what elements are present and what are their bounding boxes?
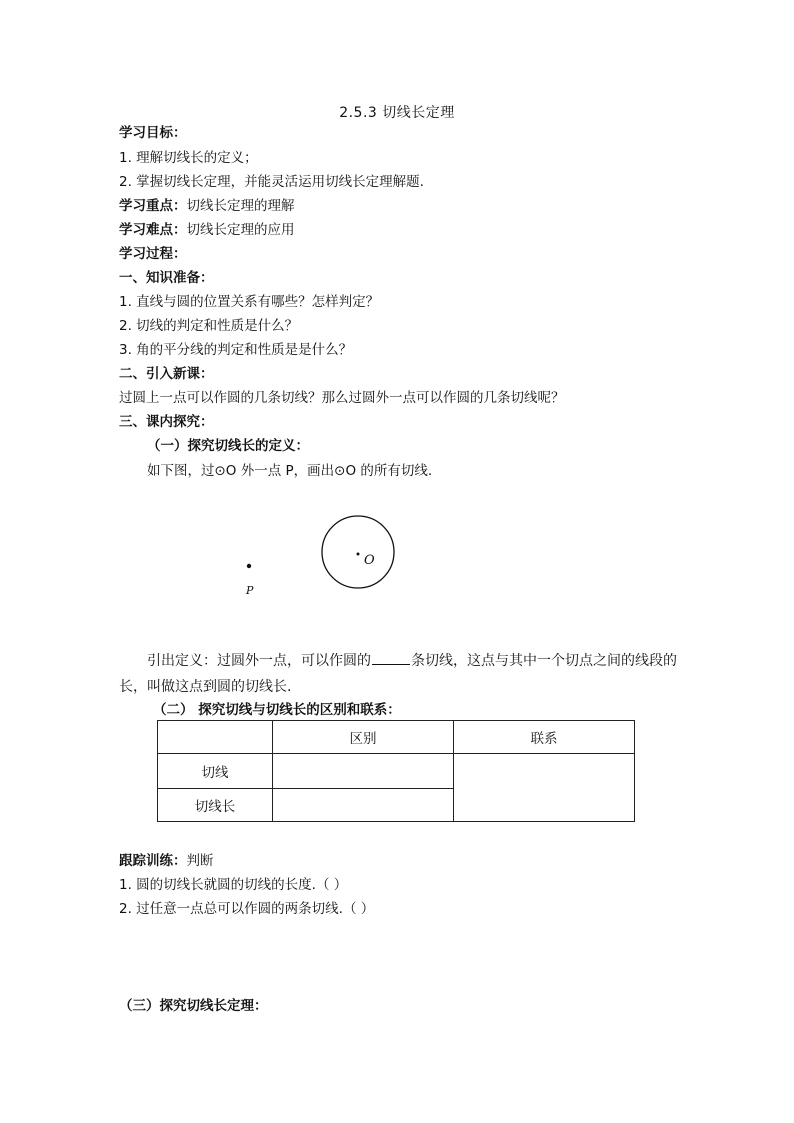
section2-text: 过圆上一点可以作圆的几条切线？那么过圆外一点可以作圆的几条切线呢？ <box>119 390 565 406</box>
center-point <box>357 553 360 556</box>
table-header-row <box>158 721 635 754</box>
section1-item: 2. 切线的判定和性质是什么？ <box>119 318 299 334</box>
key-point-text: 切线长定理的理解 <box>186 198 295 214</box>
table-header-cell <box>158 721 273 754</box>
practice-label: 跟踪训练： <box>119 853 187 869</box>
difficulty-text: 切线长定理的应用 <box>186 222 295 238</box>
label-p: P <box>246 584 254 597</box>
circle-o <box>322 516 394 588</box>
part1-instruction: 如下图，过⊙O 外一点 P，画出⊙O 的所有切线. <box>147 463 433 479</box>
section1-heading: 一、知识准备： <box>119 270 214 286</box>
objective-item: 2. 掌握切线长定理，并能灵活运用切线长定理解题. <box>119 174 424 190</box>
comparison-table <box>157 720 635 822</box>
table-header-cell: 联系 <box>454 721 635 754</box>
practice-type: 判断 <box>186 853 214 869</box>
fill-blank[interactable] <box>372 652 410 665</box>
circle-figure <box>230 510 430 610</box>
part3-heading: （三）探究切线长定理： <box>119 998 268 1014</box>
part2-heading: （二） 探究切线与切线长的区别和联系： <box>153 702 401 718</box>
section3-heading: 三、课内探究： <box>119 414 214 430</box>
row-label: 切线 <box>158 754 273 789</box>
table-cell-blank[interactable] <box>454 754 635 822</box>
difficulty-label: 学习难点： <box>119 222 187 238</box>
section1-item: 3. 角的平分线的判定和性质是是什么？ <box>119 342 353 358</box>
objective-item: 1. 理解切线长的定义； <box>119 150 258 166</box>
key-point-label: 学习重点： <box>119 198 187 214</box>
label-o: O <box>364 553 375 568</box>
difficulty <box>119 221 295 239</box>
table-cell-blank[interactable] <box>273 789 454 822</box>
section1-item: 1. 直线与圆的位置关系有哪些？怎样判定？ <box>119 294 380 310</box>
section2-heading: 二、引入新课： <box>119 366 214 382</box>
definition-paragraph <box>119 648 679 674</box>
page-title: 2.5.3 切线长定理 <box>339 105 455 121</box>
objectives-heading: 学习目标： <box>119 125 187 141</box>
practice-line <box>119 852 214 870</box>
row-label: 切线长 <box>158 789 273 822</box>
definition-line2: 长，叫做这点到圆的切线长. <box>119 679 292 695</box>
definition-before: 引出定义：过圆外一点，可以作圆的 <box>147 653 371 669</box>
table-cell-blank[interactable] <box>273 754 454 789</box>
part1-heading: （一）探究切线长的定义： <box>147 438 309 454</box>
key-point <box>119 197 295 215</box>
process-heading: 学习过程： <box>119 246 187 262</box>
practice-item: 1. 圆的切线长就圆的切线的长度.（ ） <box>119 877 348 893</box>
practice-item: 2. 过任意一点总可以作圆的两条切线.（ ） <box>119 901 375 917</box>
point-p <box>247 564 251 568</box>
table-header-cell: 区别 <box>273 721 454 754</box>
definition-after: 条切线，这点与其中一个切点之间的线段的 <box>411 653 677 669</box>
table-row <box>158 754 635 789</box>
